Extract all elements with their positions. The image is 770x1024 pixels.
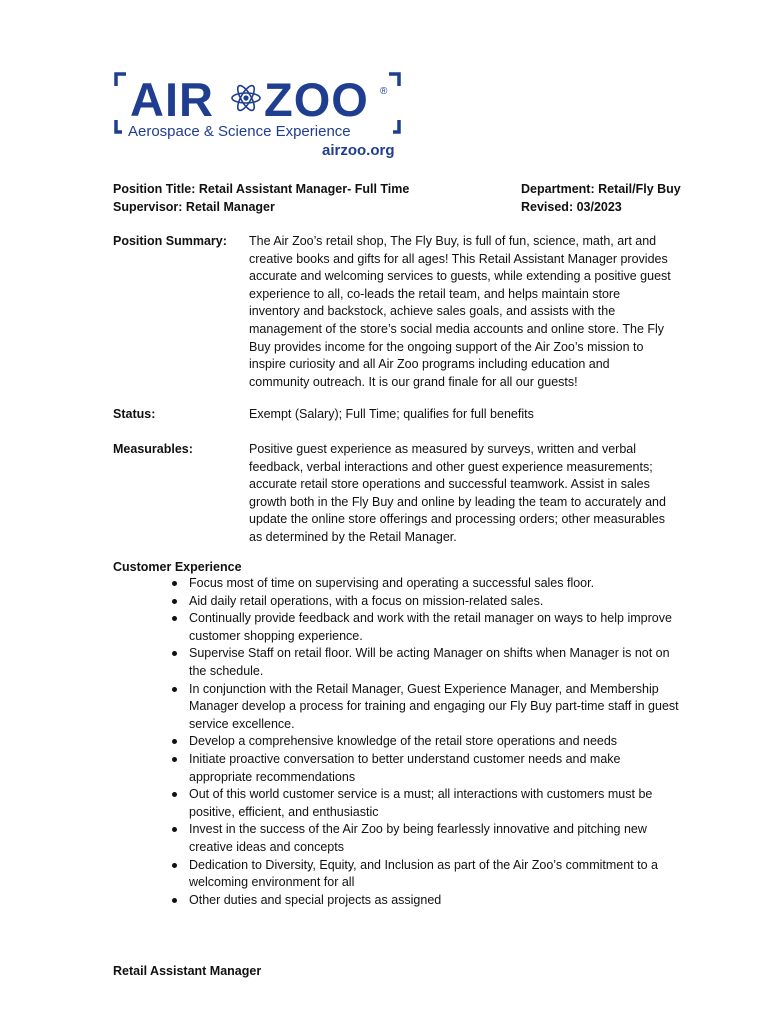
header-right: [521, 180, 681, 216]
supervisor: Supervisor: Retail Manager: [113, 200, 275, 214]
bullet-item: [170, 733, 685, 751]
summary-line: The Air Zoo’s retail shop, The Fly Buy, is full of fun, science, math, art and: [249, 234, 657, 248]
bullet-line: Other duties and special projects as assigned: [189, 892, 442, 907]
bullet-dot-icon: [172, 687, 177, 692]
bullet-item: [170, 575, 685, 593]
summary-line: inspire curiosity and all Air Zoo programs including education and: [249, 357, 610, 372]
measurables-line: accurate retail store operations and successful teamwork. Assist in sales: [249, 477, 650, 492]
bullet-line: creative ideas and concepts: [189, 839, 344, 854]
measurables-line: as determined by the Retail Manager.: [249, 529, 457, 544]
bullet-dot-icon: [172, 792, 177, 797]
measurables-text: [249, 441, 681, 547]
bullet-line: the schedule.: [189, 663, 264, 678]
atom-icon: [232, 83, 260, 112]
bullet-dot-icon: [172, 581, 177, 586]
bullet-line: Invest in the success of the Air Zoo by being fearlessly innovative and pitching new: [189, 822, 647, 837]
summary-line: inventory and backstock, achieve sales goals, and assists with the: [249, 304, 616, 319]
air-zoo-logo-graphic: [112, 70, 404, 162]
logo-url: airzoo.org: [322, 142, 395, 159]
position-title: Position Title: Retail Assistant Manager- Full Time: [113, 182, 410, 196]
bullet-item: [170, 786, 685, 821]
bullet-item: [170, 645, 685, 680]
bullet-dot-icon: [172, 898, 177, 903]
bullet-line: In conjunction with the Retail Manager, Guest Experience Manager, and Membership: [189, 681, 659, 696]
bullet-line: positive, efficient, and enthusiastic: [189, 804, 379, 819]
bullet-dot-icon: [172, 863, 177, 868]
measurables-line: Positive guest experience as measured by surveys, written and verbal: [249, 442, 636, 456]
bullet-dot-icon: [172, 757, 177, 762]
bullet-item: [170, 610, 685, 645]
customer-experience-title: Customer Experience: [113, 560, 242, 574]
bullet-item: [170, 857, 685, 892]
summary-line: accurate and welcoming services to guests, while extending a positive guest: [249, 269, 671, 284]
bullet-line: appropriate recommendations: [189, 769, 356, 784]
logo-tagline: Aerospace & Science Experience: [128, 123, 351, 140]
page-footer: Retail Assistant Manager: [113, 964, 262, 978]
bullet-item: [170, 892, 685, 910]
bullet-dot-icon: [172, 616, 177, 621]
header-left: [113, 180, 409, 216]
measurables-line: update the online store offerings and processing orders; other measurables: [249, 512, 665, 527]
summary-line: creative books and gifts for all ages! This Retail Assistant Manager provides: [249, 251, 668, 266]
bullet-line: Continually provide feedback and work with the retail manager on ways to help improve: [189, 611, 672, 626]
air-zoo-logo: [112, 70, 404, 162]
summary-line: experience to all, co-leads the retail team, and helps maintain store: [249, 286, 621, 301]
bullet-line: Initiate proactive conversation to better understand customer needs and make: [189, 751, 621, 766]
bullet-line: service excellence.: [189, 716, 295, 731]
bullet-dot-icon: [172, 827, 177, 832]
summary-line: management of the store’s social media accounts and online store. The Fly: [249, 321, 665, 336]
bullet-item: [170, 821, 685, 856]
bullet-line: Out of this world customer service is a must; all interactions with customers must be: [189, 787, 653, 802]
measurables-label: Measurables:: [113, 442, 193, 456]
bullet-line: Dedication to Diversity, Equity, and Inclusion as part of the Air Zoo’s commitment to a: [189, 857, 658, 872]
status-text: Exempt (Salary); Full Time; qualifies for full benefits: [249, 407, 534, 421]
logo-zoo-text: ZOO: [264, 73, 369, 126]
summary-label: Position Summary:: [113, 234, 227, 248]
bullet-item: [170, 681, 685, 734]
customer-experience-list: [170, 575, 685, 909]
summary-line: Buy provides income for the ongoing support of the Air Zoo’s mission to: [249, 339, 644, 354]
bullet-line: Develop a comprehensive knowledge of the retail store operations and needs: [189, 734, 618, 749]
bullet-item: [170, 751, 685, 786]
bullet-line: Manager develop a process for training and engaging our Fly Buy part-time staff in guest: [189, 699, 679, 714]
registered-mark: ®: [380, 86, 388, 97]
measurables-line: growth both in the Fly Buy and online by leading the team to accurately and: [249, 494, 666, 509]
bullet-line: customer shopping experience.: [189, 628, 363, 643]
bullet-line: Focus most of time on supervising and operating a successful sales floor.: [189, 576, 595, 590]
bullet-line: Aid daily retail operations, with a focus on mission-related sales.: [189, 593, 544, 608]
bullet-dot-icon: [172, 739, 177, 744]
bullet-dot-icon: [172, 651, 177, 656]
bullet-item: [170, 593, 685, 611]
logo-air-text: AIR: [130, 73, 214, 126]
department: Department: Retail/Fly Buy: [521, 182, 681, 196]
bullet-line: Supervise Staff on retail floor. Will be acting Manager on shifts when Manager is not on: [189, 646, 670, 661]
measurables-line: feedback, verbal interactions and other guest experience measurements;: [249, 459, 653, 474]
bullet-line: welcoming environment for all: [189, 875, 355, 890]
summary-text: [249, 233, 681, 391]
status-label: Status:: [113, 407, 156, 421]
summary-line: community outreach. It is our grand finale for all our guests!: [249, 374, 578, 389]
revised-date: Revised: 03/2023: [521, 200, 622, 214]
bullet-dot-icon: [172, 599, 177, 604]
